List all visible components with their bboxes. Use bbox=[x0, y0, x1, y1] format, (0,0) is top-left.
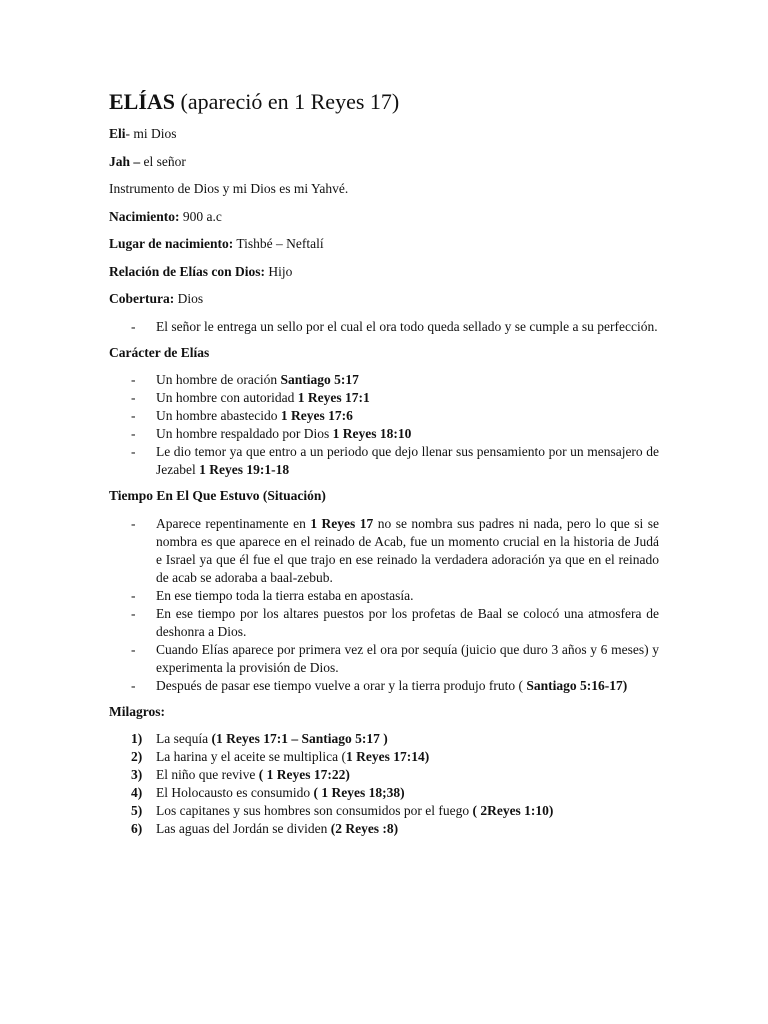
field-eli: Eli- mi Dios bbox=[109, 126, 177, 141]
list-bullet: - bbox=[131, 641, 136, 657]
reference-text: 1 Reyes 17:6 bbox=[280, 408, 353, 423]
list-bullet: - bbox=[131, 677, 136, 693]
list-item bbox=[109, 389, 659, 407]
list-number: 5) bbox=[131, 803, 143, 818]
item-text: El señor le entrega un sello por el cual el ora todo queda sellado y se cumple a su perfección. bbox=[156, 318, 658, 334]
list-bullet: - bbox=[131, 605, 136, 621]
list-item bbox=[109, 730, 659, 748]
reference-text: ( 1 Reyes 18;38) bbox=[313, 785, 405, 800]
reference-text: Santiago 5:17 bbox=[280, 372, 359, 387]
item-text: Los capitanes y sus hombres son consumidos por el fuego bbox=[156, 803, 473, 818]
reference-text: 1 Reyes 17:1 bbox=[297, 390, 370, 405]
caracter-list bbox=[109, 371, 659, 479]
list-item bbox=[109, 318, 659, 336]
list-item bbox=[109, 766, 659, 784]
item-text: no se nombra sus padres ni nada, pero lo que si se nombra es que aparece en el reinado de Acab, fue un momento crucial en la historia de Judá e Israel ya que él fue el que trajo en ese reinado la verdadera adoración ya que en el reinado de acab se adoraba a baal-zebub. bbox=[156, 515, 659, 585]
list-number: 6) bbox=[131, 821, 143, 836]
item-text: La sequía bbox=[156, 731, 212, 746]
list-item bbox=[109, 820, 659, 838]
item-text: Un hombre de oración bbox=[156, 372, 281, 387]
list-item bbox=[109, 605, 659, 641]
page-title bbox=[109, 88, 659, 116]
list-item bbox=[109, 407, 659, 425]
list-number: 1) bbox=[131, 731, 143, 746]
reference-text: 1 Reyes 19:1-18 bbox=[199, 462, 290, 477]
reference-text: ( 1 Reyes 17:22) bbox=[258, 767, 350, 782]
list-item bbox=[109, 371, 659, 389]
list-item bbox=[109, 443, 659, 479]
list-bullet: - bbox=[131, 515, 136, 531]
list-item bbox=[109, 677, 659, 695]
field-relacion: Relación de Elías con Dios: Hijo bbox=[109, 263, 293, 279]
item-text: Un hombre con autoridad bbox=[156, 390, 298, 405]
item-text: La harina y el aceite se multiplica ( bbox=[156, 749, 347, 764]
item-text: El niño que revive bbox=[156, 767, 259, 782]
section-heading-caracter: Carácter de Elías bbox=[109, 344, 210, 360]
item-text: Las aguas del Jordán se dividen bbox=[156, 821, 331, 836]
list-bullet: - bbox=[131, 426, 136, 441]
section-heading-milagros: Milagros: bbox=[109, 703, 165, 719]
reference-text: Santiago 5:16-17) bbox=[526, 677, 628, 693]
reference-text: ( 2Reyes 1:10) bbox=[472, 803, 554, 818]
cobertura-list bbox=[109, 318, 659, 336]
item-text: Aparece repentinamente en bbox=[156, 515, 311, 531]
list-bullet: - bbox=[131, 372, 136, 387]
field-nacimiento: Nacimiento: 900 a.c bbox=[109, 208, 222, 224]
section-heading-tiempo: Tiempo En El Que Estuvo (Situación) bbox=[109, 488, 326, 503]
item-text: Un hombre respaldado por Dios bbox=[156, 426, 333, 441]
reference-text: (2 Reyes :8) bbox=[330, 821, 399, 836]
list-bullet: - bbox=[131, 390, 136, 405]
item-text: Cuando Elías aparece por primera vez el ora por sequía (juicio que duro 3 años y 6 meses) y experimenta la provisión de Dios. bbox=[156, 641, 659, 675]
item-text: Un hombre abastecido bbox=[156, 408, 281, 423]
list-item bbox=[109, 641, 659, 677]
field-meaning: Instrumento de Dios y mi Dios es mi Yahvé. bbox=[109, 181, 349, 196]
title-name: ELÍAS bbox=[109, 89, 176, 114]
list-number: 4) bbox=[131, 785, 143, 800]
list-bullet: - bbox=[131, 408, 136, 423]
list-item bbox=[109, 784, 659, 802]
title-subtitle: (apareció en 1 Reyes 17) bbox=[175, 89, 400, 114]
field-cobertura: Cobertura: Dios bbox=[109, 291, 204, 306]
list-bullet: - bbox=[131, 318, 136, 334]
reference-text: 1 Reyes 17:14) bbox=[346, 749, 430, 764]
list-bullet: - bbox=[131, 587, 136, 603]
tiempo-list bbox=[109, 515, 659, 695]
list-item bbox=[109, 802, 659, 820]
list-number: 3) bbox=[131, 767, 143, 782]
item-text: En ese tiempo por los altares puestos por los profetas de Baal se colocó una atmosfera de deshonra a Dios. bbox=[156, 605, 659, 639]
field-jah: Jah – el señor bbox=[109, 153, 186, 169]
reference-text: 1 Reyes 17 bbox=[310, 515, 374, 531]
item-text: El Holocausto es consumido bbox=[156, 785, 314, 800]
list-item bbox=[109, 515, 659, 587]
reference-text: 1 Reyes 18:10 bbox=[332, 426, 412, 441]
document-body bbox=[109, 88, 659, 848]
list-number: 2) bbox=[131, 749, 143, 764]
reference-text: (1 Reyes 17:1 – Santiago 5:17 ) bbox=[211, 731, 388, 746]
item-text: Después de pasar ese tiempo vuelve a orar y la tierra produjo fruto ( bbox=[156, 677, 527, 693]
list-item bbox=[109, 425, 659, 443]
milagros-list bbox=[109, 730, 659, 838]
list-item bbox=[109, 587, 659, 605]
list-item bbox=[109, 748, 659, 766]
list-bullet: - bbox=[131, 444, 136, 459]
item-text: En ese tiempo toda la tierra estaba en apostasía. bbox=[156, 587, 414, 603]
item-text: Le dio temor ya que entro a un periodo que dejo llenar sus pensamiento por un mensajero de Jezabel bbox=[156, 444, 659, 477]
field-lugar-nacimiento: Lugar de nacimiento: Tishbé – Neftalí bbox=[109, 236, 324, 251]
